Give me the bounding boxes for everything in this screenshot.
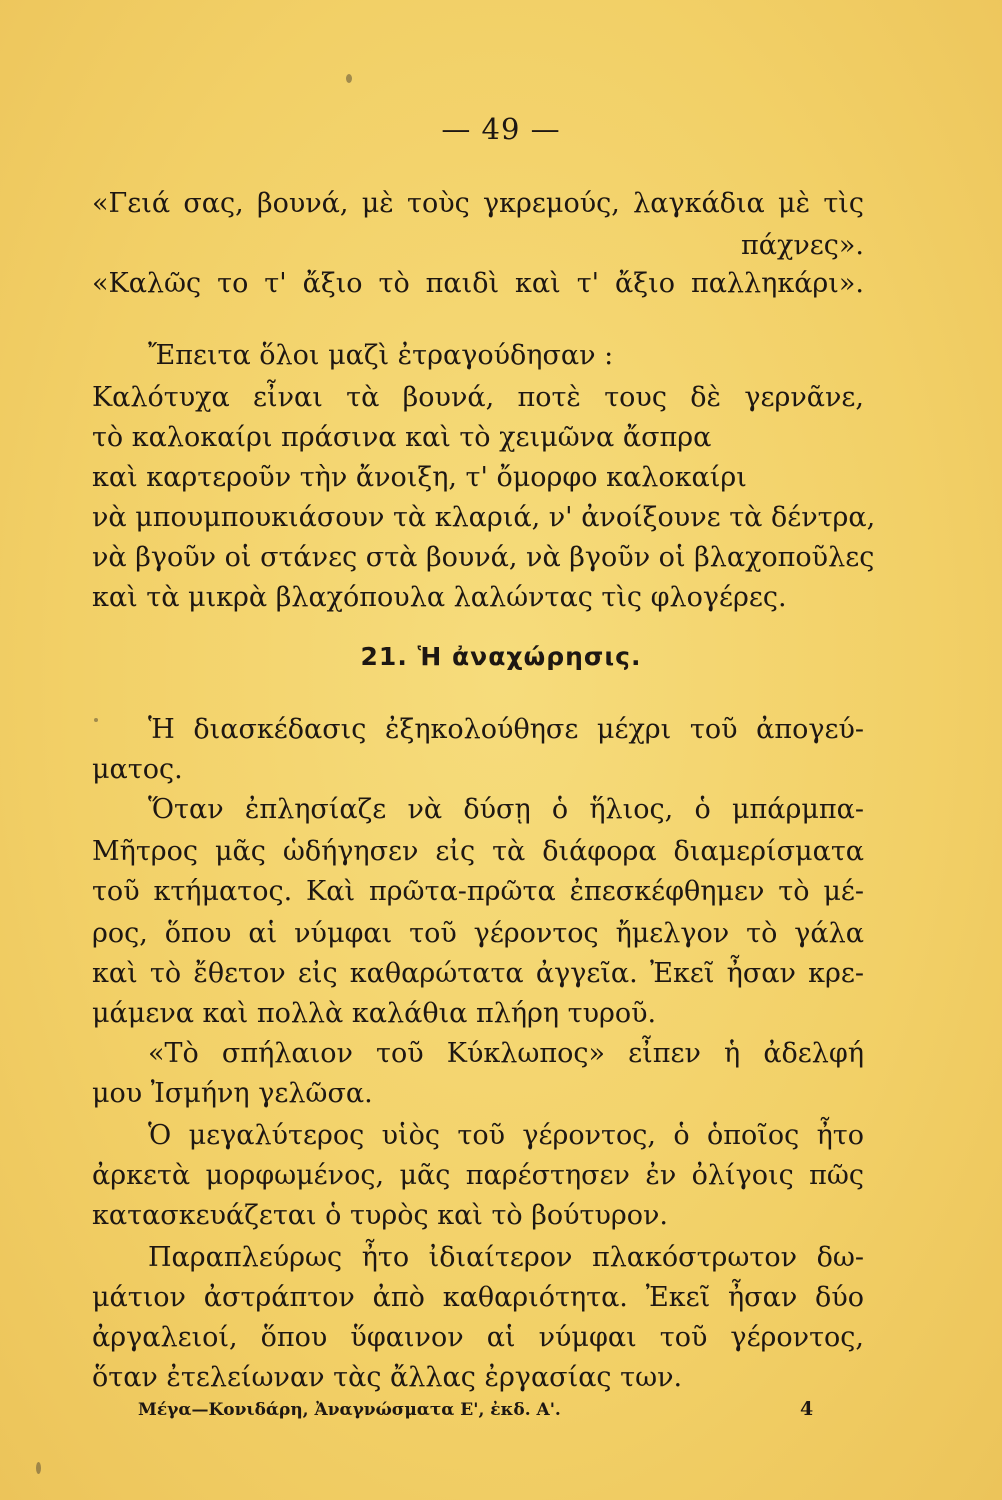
body-line: ἀργαλειοί, ὅπου ὕφαινον αἱ νύμφαι τοῦ γέροντος, xyxy=(92,1322,864,1353)
body-line: Ὁ μεγαλύτερος υἱὸς τοῦ γέροντος, ὁ ὁποῖος ἦτο xyxy=(148,1120,864,1151)
song-line: νὰ βγοῦν οἱ στάνες στὰ βουνά, νὰ βγοῦν οἱ βλαχοποῦλες xyxy=(92,542,875,573)
paper-speck xyxy=(346,74,352,83)
song-line: καὶ καρτεροῦν τὴν ἄνοιξη, τ' ὄμορφο καλοκαίρι xyxy=(92,462,747,493)
paper-speck xyxy=(94,718,98,722)
body-line: Παραπλεύρως ἦτο ἰδιαίτερον πλακόστρωτον δω- xyxy=(148,1242,864,1273)
section-heading: 21. Ἡ ἀναχώρησις. xyxy=(360,642,642,671)
body-line: ἀρκετὰ μορφωμένος, μᾶς παρέστησεν ἐν ὀλίγοις πῶς xyxy=(92,1160,864,1191)
body-line: μάτιον ἀστράπτον ἀπὸ καθαριότητα. Ἐκεῖ ἦσαν δύο xyxy=(92,1282,864,1313)
body-line: ὅταν ἐτελείωναν τὰς ἄλλας ἐργασίας των. xyxy=(92,1362,683,1393)
body-line: Ἡ διασκέδασις ἐξηκολούθησε μέχρι τοῦ ἀπογεύ- xyxy=(148,714,864,745)
body-line: ρος, ὅπου αἱ νύμφαι τοῦ γέροντος ἤμελγον τὸ γάλα xyxy=(92,918,864,949)
body-line: ματος. xyxy=(92,754,183,785)
body-line: καὶ τὸ ἔθετον εἰς καθαρώτατα ἀγγεῖα. Ἐκεῖ ἦσαν κρε- xyxy=(92,958,864,989)
body-line: Ὅταν ἐπλησίαζε νὰ δύσῃ ὁ ἥλιος, ὁ μπάρμπα- xyxy=(148,794,864,825)
song-line: καὶ τὰ μικρὰ βλαχόπουλα λαλώντας τὶς φλογέρες. xyxy=(92,582,787,613)
body-line: τοῦ κτήματος. Καὶ πρῶτα-πρῶτα ἐπεσκέφθημεν τὸ μέ- xyxy=(92,876,864,907)
song-line: νὰ μπουμπουκιάσουν τὰ κλαριά, ν' ἀνοίξουνε τὰ δέντρα, xyxy=(92,502,876,533)
body-line: «Τὸ σπήλαιον τοῦ Κύκλωπος» εἶπεν ἡ ἀδελφή xyxy=(148,1038,864,1069)
body-line: κατασκευάζεται ὁ τυρὸς καὶ τὸ βούτυρον. xyxy=(92,1200,669,1231)
footer-citation: Μέγα—Κονιδάρη, Ἀναγνώσματα Ε', ἐκδ. Α'. xyxy=(138,1400,561,1420)
body-line: μάμενα καὶ πολλὰ καλάθια πλήρη τυροῦ. xyxy=(92,998,657,1029)
body-line: Μῆτρος μᾶς ὡδήγησεν εἰς τὰ διάφορα διαμερίσματα xyxy=(92,836,864,867)
poem-line: πάχνες». xyxy=(741,230,864,261)
paper-speck xyxy=(36,1462,41,1474)
song-intro: Ἔπειτα ὅλοι μαζὶ ἐτραγούδησαν : xyxy=(148,340,614,371)
song-line: τὸ καλοκαίρι πράσινα καὶ τὸ χειμῶνα ἄσπρα xyxy=(92,422,712,453)
poem-line: «Καλῶς το τ' ἄξιο τὸ παιδὶ καὶ τ' ἄξιο παλληκάρι». xyxy=(92,268,864,299)
page-number: — 49 — xyxy=(441,112,561,146)
body-line: μου Ἰσμήνη γελῶσα. xyxy=(92,1078,373,1109)
signature-number: 4 xyxy=(800,1398,814,1420)
poem-line: «Γειά σας, βουνά, μὲ τοὺς γκρεμούς, λαγκάδια μὲ τὶς xyxy=(92,188,864,219)
song-line: Καλότυχα εἶναι τὰ βουνά, ποτὲ τους δὲ γερνᾶνε, xyxy=(92,382,864,413)
